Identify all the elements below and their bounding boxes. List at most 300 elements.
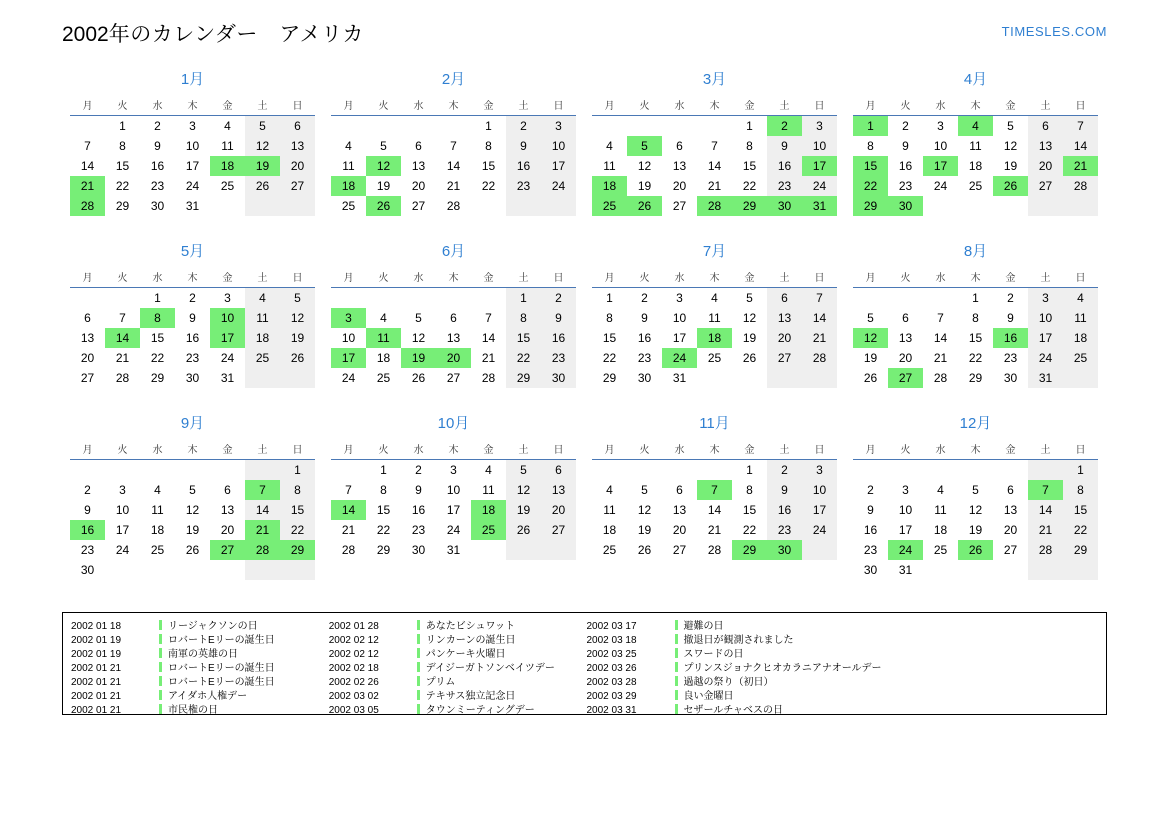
day-cell[interactable]: [802, 308, 837, 328]
day-cell[interactable]: [1028, 176, 1063, 196]
day-cell[interactable]: [280, 480, 315, 500]
day-cell[interactable]: [592, 328, 627, 348]
day-cell[interactable]: [140, 328, 175, 348]
day-cell[interactable]: [105, 328, 140, 348]
day-cell[interactable]: [506, 308, 541, 328]
day-cell[interactable]: [888, 176, 923, 196]
day-cell[interactable]: [923, 368, 958, 388]
day-cell[interactable]: [280, 520, 315, 540]
day-cell[interactable]: [105, 136, 140, 156]
day-cell[interactable]: [592, 348, 627, 368]
day-cell[interactable]: [210, 176, 245, 196]
day-cell[interactable]: [401, 328, 436, 348]
day-cell[interactable]: [802, 520, 837, 540]
day-cell[interactable]: [662, 308, 697, 328]
day-cell[interactable]: [175, 348, 210, 368]
day-cell[interactable]: [923, 500, 958, 520]
day-cell[interactable]: [366, 500, 401, 520]
day-cell[interactable]: [958, 328, 993, 348]
day-cell[interactable]: [541, 116, 576, 137]
day-cell[interactable]: [210, 156, 245, 176]
day-cell[interactable]: [245, 308, 280, 328]
day-cell[interactable]: [280, 288, 315, 309]
day-cell[interactable]: [436, 460, 471, 481]
day-cell[interactable]: [853, 176, 888, 196]
day-cell[interactable]: [802, 480, 837, 500]
day-cell[interactable]: [436, 308, 471, 328]
day-cell[interactable]: [331, 520, 366, 540]
day-cell[interactable]: [662, 288, 697, 309]
day-cell[interactable]: [662, 480, 697, 500]
day-cell[interactable]: [175, 540, 210, 560]
day-cell[interactable]: [245, 348, 280, 368]
day-cell[interactable]: [1028, 116, 1063, 137]
day-cell[interactable]: [245, 480, 280, 500]
day-cell[interactable]: [140, 540, 175, 560]
day-cell[interactable]: [767, 196, 802, 216]
day-cell[interactable]: [506, 136, 541, 156]
day-cell[interactable]: [923, 328, 958, 348]
day-cell[interactable]: [506, 328, 541, 348]
day-cell[interactable]: [767, 540, 802, 560]
day-cell[interactable]: [767, 116, 802, 137]
day-cell[interactable]: [993, 520, 1028, 540]
day-cell[interactable]: [627, 480, 662, 500]
day-cell[interactable]: [888, 136, 923, 156]
day-cell[interactable]: [732, 460, 767, 481]
day-cell[interactable]: [662, 196, 697, 216]
day-cell[interactable]: [70, 308, 105, 328]
day-cell[interactable]: [767, 520, 802, 540]
day-cell[interactable]: [697, 196, 732, 216]
day-cell[interactable]: [506, 520, 541, 540]
day-cell[interactable]: [1063, 500, 1098, 520]
day-cell[interactable]: [802, 288, 837, 309]
day-cell[interactable]: [541, 480, 576, 500]
day-cell[interactable]: [923, 520, 958, 540]
day-cell[interactable]: [853, 116, 888, 137]
day-cell[interactable]: [958, 176, 993, 196]
day-cell[interactable]: [888, 520, 923, 540]
day-cell[interactable]: [592, 480, 627, 500]
day-cell[interactable]: [627, 156, 662, 176]
day-cell[interactable]: [923, 540, 958, 560]
day-cell[interactable]: [471, 348, 506, 368]
day-cell[interactable]: [366, 348, 401, 368]
day-cell[interactable]: [280, 308, 315, 328]
day-cell[interactable]: [627, 348, 662, 368]
day-cell[interactable]: [662, 520, 697, 540]
day-cell[interactable]: [175, 176, 210, 196]
day-cell[interactable]: [662, 500, 697, 520]
day-cell[interactable]: [140, 288, 175, 309]
day-cell[interactable]: [280, 136, 315, 156]
day-cell[interactable]: [697, 328, 732, 348]
day-cell[interactable]: [105, 116, 140, 137]
day-cell[interactable]: [70, 480, 105, 500]
day-cell[interactable]: [210, 308, 245, 328]
day-cell[interactable]: [140, 116, 175, 137]
day-cell[interactable]: [853, 156, 888, 176]
day-cell[interactable]: [471, 328, 506, 348]
day-cell[interactable]: [958, 500, 993, 520]
day-cell[interactable]: [471, 156, 506, 176]
day-cell[interactable]: [331, 308, 366, 328]
day-cell[interactable]: [175, 500, 210, 520]
day-cell[interactable]: [732, 520, 767, 540]
day-cell[interactable]: [853, 520, 888, 540]
day-cell[interactable]: [993, 116, 1028, 137]
day-cell[interactable]: [541, 176, 576, 196]
day-cell[interactable]: [1063, 176, 1098, 196]
day-cell[interactable]: [1028, 328, 1063, 348]
day-cell[interactable]: [105, 348, 140, 368]
day-cell[interactable]: [853, 480, 888, 500]
day-cell[interactable]: [245, 540, 280, 560]
day-cell[interactable]: [1063, 116, 1098, 137]
day-cell[interactable]: [592, 308, 627, 328]
day-cell[interactable]: [436, 328, 471, 348]
day-cell[interactable]: [366, 480, 401, 500]
day-cell[interactable]: [541, 520, 576, 540]
day-cell[interactable]: [331, 176, 366, 196]
day-cell[interactable]: [732, 156, 767, 176]
day-cell[interactable]: [888, 196, 923, 216]
day-cell[interactable]: [697, 156, 732, 176]
day-cell[interactable]: [175, 520, 210, 540]
day-cell[interactable]: [401, 308, 436, 328]
day-cell[interactable]: [888, 116, 923, 137]
day-cell[interactable]: [105, 368, 140, 388]
day-cell[interactable]: [175, 368, 210, 388]
day-cell[interactable]: [1028, 540, 1063, 560]
day-cell[interactable]: [506, 116, 541, 137]
day-cell[interactable]: [175, 308, 210, 328]
day-cell[interactable]: [401, 196, 436, 216]
day-cell[interactable]: [541, 348, 576, 368]
day-cell[interactable]: [802, 348, 837, 368]
day-cell[interactable]: [1063, 308, 1098, 328]
day-cell[interactable]: [592, 176, 627, 196]
day-cell[interactable]: [541, 156, 576, 176]
day-cell[interactable]: [993, 328, 1028, 348]
day-cell[interactable]: [853, 328, 888, 348]
day-cell[interactable]: [697, 176, 732, 196]
day-cell[interactable]: [802, 500, 837, 520]
day-cell[interactable]: [210, 520, 245, 540]
day-cell[interactable]: [70, 368, 105, 388]
day-cell[interactable]: [70, 560, 105, 580]
day-cell[interactable]: [506, 460, 541, 481]
day-cell[interactable]: [366, 196, 401, 216]
day-cell[interactable]: [993, 368, 1028, 388]
day-cell[interactable]: [436, 500, 471, 520]
day-cell[interactable]: [436, 348, 471, 368]
day-cell[interactable]: [401, 540, 436, 560]
day-cell[interactable]: [767, 308, 802, 328]
day-cell[interactable]: [923, 308, 958, 328]
day-cell[interactable]: [331, 480, 366, 500]
day-cell[interactable]: [627, 176, 662, 196]
day-cell[interactable]: [697, 520, 732, 540]
day-cell[interactable]: [958, 308, 993, 328]
day-cell[interactable]: [541, 460, 576, 481]
day-cell[interactable]: [1063, 348, 1098, 368]
day-cell[interactable]: [853, 560, 888, 580]
day-cell[interactable]: [958, 368, 993, 388]
day-cell[interactable]: [697, 308, 732, 328]
day-cell[interactable]: [993, 308, 1028, 328]
day-cell[interactable]: [732, 136, 767, 156]
day-cell[interactable]: [105, 196, 140, 216]
day-cell[interactable]: [592, 196, 627, 216]
day-cell[interactable]: [802, 196, 837, 216]
day-cell[interactable]: [958, 116, 993, 137]
day-cell[interactable]: [506, 480, 541, 500]
day-cell[interactable]: [366, 308, 401, 328]
day-cell[interactable]: [958, 156, 993, 176]
day-cell[interactable]: [888, 368, 923, 388]
day-cell[interactable]: [732, 500, 767, 520]
day-cell[interactable]: [70, 136, 105, 156]
day-cell[interactable]: [993, 176, 1028, 196]
day-cell[interactable]: [1028, 480, 1063, 500]
day-cell[interactable]: [1028, 348, 1063, 368]
day-cell[interactable]: [993, 288, 1028, 309]
day-cell[interactable]: [958, 520, 993, 540]
day-cell[interactable]: [210, 116, 245, 137]
day-cell[interactable]: [853, 368, 888, 388]
day-cell[interactable]: [1063, 540, 1098, 560]
day-cell[interactable]: [366, 460, 401, 481]
day-cell[interactable]: [105, 500, 140, 520]
day-cell[interactable]: [401, 176, 436, 196]
day-cell[interactable]: [923, 136, 958, 156]
day-cell[interactable]: [401, 480, 436, 500]
day-cell[interactable]: [245, 136, 280, 156]
day-cell[interactable]: [140, 500, 175, 520]
day-cell[interactable]: [70, 156, 105, 176]
day-cell[interactable]: [853, 196, 888, 216]
day-cell[interactable]: [331, 196, 366, 216]
day-cell[interactable]: [70, 176, 105, 196]
day-cell[interactable]: [401, 368, 436, 388]
day-cell[interactable]: [853, 136, 888, 156]
day-cell[interactable]: [627, 308, 662, 328]
day-cell[interactable]: [245, 156, 280, 176]
day-cell[interactable]: [331, 500, 366, 520]
day-cell[interactable]: [888, 328, 923, 348]
day-cell[interactable]: [70, 540, 105, 560]
day-cell[interactable]: [175, 156, 210, 176]
day-cell[interactable]: [105, 520, 140, 540]
day-cell[interactable]: [662, 368, 697, 388]
day-cell[interactable]: [662, 176, 697, 196]
day-cell[interactable]: [245, 328, 280, 348]
day-cell[interactable]: [366, 328, 401, 348]
day-cell[interactable]: [888, 348, 923, 368]
day-cell[interactable]: [888, 540, 923, 560]
day-cell[interactable]: [1028, 308, 1063, 328]
day-cell[interactable]: [627, 520, 662, 540]
day-cell[interactable]: [280, 176, 315, 196]
day-cell[interactable]: [506, 176, 541, 196]
day-cell[interactable]: [697, 288, 732, 309]
day-cell[interactable]: [471, 520, 506, 540]
day-cell[interactable]: [280, 500, 315, 520]
day-cell[interactable]: [366, 540, 401, 560]
day-cell[interactable]: [471, 368, 506, 388]
day-cell[interactable]: [627, 500, 662, 520]
day-cell[interactable]: [767, 480, 802, 500]
day-cell[interactable]: [366, 156, 401, 176]
day-cell[interactable]: [697, 500, 732, 520]
day-cell[interactable]: [105, 308, 140, 328]
day-cell[interactable]: [958, 348, 993, 368]
day-cell[interactable]: [592, 520, 627, 540]
day-cell[interactable]: [993, 348, 1028, 368]
day-cell[interactable]: [732, 348, 767, 368]
day-cell[interactable]: [541, 500, 576, 520]
day-cell[interactable]: [853, 500, 888, 520]
day-cell[interactable]: [923, 176, 958, 196]
day-cell[interactable]: [1063, 328, 1098, 348]
day-cell[interactable]: [366, 136, 401, 156]
day-cell[interactable]: [280, 540, 315, 560]
day-cell[interactable]: [732, 176, 767, 196]
day-cell[interactable]: [105, 176, 140, 196]
day-cell[interactable]: [802, 136, 837, 156]
day-cell[interactable]: [331, 328, 366, 348]
day-cell[interactable]: [140, 520, 175, 540]
day-cell[interactable]: [210, 500, 245, 520]
day-cell[interactable]: [70, 196, 105, 216]
day-cell[interactable]: [958, 540, 993, 560]
day-cell[interactable]: [732, 308, 767, 328]
day-cell[interactable]: [767, 500, 802, 520]
day-cell[interactable]: [471, 460, 506, 481]
day-cell[interactable]: [210, 348, 245, 368]
day-cell[interactable]: [210, 540, 245, 560]
day-cell[interactable]: [175, 196, 210, 216]
day-cell[interactable]: [331, 348, 366, 368]
day-cell[interactable]: [888, 156, 923, 176]
day-cell[interactable]: [888, 480, 923, 500]
day-cell[interactable]: [732, 116, 767, 137]
day-cell[interactable]: [140, 308, 175, 328]
day-cell[interactable]: [245, 116, 280, 137]
day-cell[interactable]: [210, 368, 245, 388]
day-cell[interactable]: [923, 348, 958, 368]
day-cell[interactable]: [280, 460, 315, 481]
day-cell[interactable]: [592, 368, 627, 388]
day-cell[interactable]: [1063, 156, 1098, 176]
day-cell[interactable]: [697, 348, 732, 368]
day-cell[interactable]: [767, 176, 802, 196]
day-cell[interactable]: [436, 176, 471, 196]
day-cell[interactable]: [853, 540, 888, 560]
day-cell[interactable]: [140, 368, 175, 388]
day-cell[interactable]: [1028, 136, 1063, 156]
day-cell[interactable]: [732, 480, 767, 500]
day-cell[interactable]: [471, 308, 506, 328]
day-cell[interactable]: [958, 136, 993, 156]
day-cell[interactable]: [802, 328, 837, 348]
day-cell[interactable]: [70, 520, 105, 540]
day-cell[interactable]: [662, 136, 697, 156]
day-cell[interactable]: [1028, 520, 1063, 540]
day-cell[interactable]: [1063, 136, 1098, 156]
day-cell[interactable]: [401, 348, 436, 368]
day-cell[interactable]: [331, 136, 366, 156]
day-cell[interactable]: [506, 348, 541, 368]
day-cell[interactable]: [366, 520, 401, 540]
day-cell[interactable]: [175, 328, 210, 348]
day-cell[interactable]: [280, 156, 315, 176]
day-cell[interactable]: [366, 176, 401, 196]
day-cell[interactable]: [592, 540, 627, 560]
day-cell[interactable]: [331, 156, 366, 176]
day-cell[interactable]: [506, 288, 541, 309]
day-cell[interactable]: [888, 560, 923, 580]
day-cell[interactable]: [506, 368, 541, 388]
day-cell[interactable]: [767, 328, 802, 348]
day-cell[interactable]: [732, 328, 767, 348]
day-cell[interactable]: [802, 176, 837, 196]
day-cell[interactable]: [280, 348, 315, 368]
day-cell[interactable]: [506, 500, 541, 520]
day-cell[interactable]: [1028, 156, 1063, 176]
day-cell[interactable]: [662, 156, 697, 176]
day-cell[interactable]: [697, 540, 732, 560]
day-cell[interactable]: [175, 288, 210, 309]
day-cell[interactable]: [140, 196, 175, 216]
day-cell[interactable]: [592, 500, 627, 520]
day-cell[interactable]: [732, 540, 767, 560]
day-cell[interactable]: [175, 480, 210, 500]
day-cell[interactable]: [592, 136, 627, 156]
day-cell[interactable]: [767, 460, 802, 481]
day-cell[interactable]: [140, 480, 175, 500]
day-cell[interactable]: [1063, 520, 1098, 540]
day-cell[interactable]: [662, 540, 697, 560]
day-cell[interactable]: [802, 116, 837, 137]
day-cell[interactable]: [70, 500, 105, 520]
day-cell[interactable]: [436, 480, 471, 500]
day-cell[interactable]: [732, 288, 767, 309]
day-cell[interactable]: [210, 288, 245, 309]
day-cell[interactable]: [993, 500, 1028, 520]
day-cell[interactable]: [662, 348, 697, 368]
day-cell[interactable]: [140, 136, 175, 156]
day-cell[interactable]: [280, 328, 315, 348]
day-cell[interactable]: [888, 500, 923, 520]
day-cell[interactable]: [436, 368, 471, 388]
day-cell[interactable]: [175, 136, 210, 156]
day-cell[interactable]: [627, 328, 662, 348]
day-cell[interactable]: [401, 136, 436, 156]
day-cell[interactable]: [923, 480, 958, 500]
day-cell[interactable]: [541, 288, 576, 309]
day-cell[interactable]: [366, 368, 401, 388]
day-cell[interactable]: [401, 460, 436, 481]
day-cell[interactable]: [541, 136, 576, 156]
day-cell[interactable]: [923, 156, 958, 176]
day-cell[interactable]: [331, 540, 366, 560]
day-cell[interactable]: [1028, 500, 1063, 520]
day-cell[interactable]: [853, 308, 888, 328]
day-cell[interactable]: [697, 136, 732, 156]
